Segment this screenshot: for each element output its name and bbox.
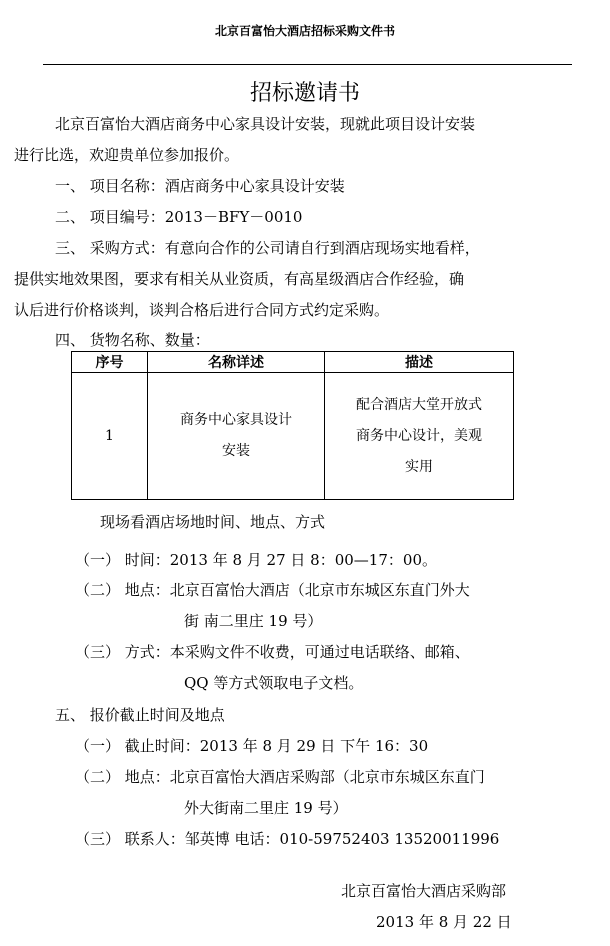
document-header: 北京百富怡大酒店招标采购文件书	[214, 24, 395, 38]
intro-line-1: 北京百富怡大酒店商务中心家具设计安装，现就此项目设计安装	[55, 115, 476, 133]
cell-desc-line-2: 商务中心设计，美观	[356, 427, 482, 444]
item-deadline-section: 五、 报价截止时间及地点	[55, 706, 225, 724]
site-visit-heading: 现场看酒店场地时间、地点、方式	[100, 513, 326, 531]
table-row	[72, 373, 514, 500]
document-date: 2013 年 8 月 22 日	[376, 913, 512, 931]
header-rule	[43, 64, 572, 65]
cell-desc-line-3: 实用	[405, 458, 433, 475]
goods-table	[71, 351, 514, 500]
table-header-row	[72, 352, 514, 373]
cell-no: 1	[72, 373, 148, 500]
cell-desc-line-1: 配合酒店大堂开放式	[356, 396, 482, 413]
item-procurement-method-line-1: 三、 采购方式：有意向合作的公司请自行到酒店现场实地看样，	[55, 239, 480, 257]
deadline-time: （一） 截止时间：2013 年 8 月 29 日 下午 16：30	[75, 737, 429, 755]
item-goods: 四、 货物名称、数量：	[55, 331, 210, 349]
item-project-name: 一、 项目名称：酒店商务中心家具设计安装	[55, 177, 345, 195]
visit-method-line-1: （三） 方式：本采购文件不收费，可通过电话联络、邮箱、	[75, 643, 470, 661]
item-procurement-method-line-3: 认后进行价格谈判，谈判合格后进行合同方式约定采购。	[14, 301, 390, 319]
cell-name-line-2: 安装	[222, 443, 250, 459]
visit-time: （一） 时间：2013 年 8 月 27 日 8：00—17：00。	[75, 551, 437, 569]
contact-line: （三） 联系人：邹英博 电话：010-59752403 13520011996	[75, 830, 500, 848]
visit-place-line-2: 街 南二里庄 19 号）	[184, 612, 323, 630]
header-cell-desc: 描述	[325, 352, 514, 373]
signature: 北京百富怡大酒店采购部	[341, 882, 507, 900]
deadline-place-line-1: （二） 地点：北京百富怡大酒店采购部（北京市东城区东直门	[75, 768, 485, 786]
header-cell-no: 序号	[72, 352, 148, 373]
page-title: 招标邀请书	[249, 81, 360, 106]
cell-desc	[325, 373, 514, 500]
intro-line-2: 进行比选，欢迎贵单位参加报价。	[14, 146, 240, 164]
item-project-number: 二、 项目编号：2013－BFY－0010	[55, 208, 303, 226]
visit-place-line-1: （二） 地点：北京百富怡大酒店（北京市东城区东直门外大	[75, 581, 470, 599]
cell-name	[148, 373, 325, 500]
item-procurement-method-line-2: 提供实地效果图，要求有相关从业资质，有高星级酒店合作经验，确	[14, 270, 465, 288]
header-cell-name: 名称详述	[148, 352, 325, 373]
visit-method-line-2: QQ 等方式领取电子文档。	[184, 674, 364, 692]
cell-name-line-1: 商务中心家具设计	[180, 412, 292, 428]
deadline-place-line-2: 外大街南二里庄 19 号）	[184, 799, 348, 817]
